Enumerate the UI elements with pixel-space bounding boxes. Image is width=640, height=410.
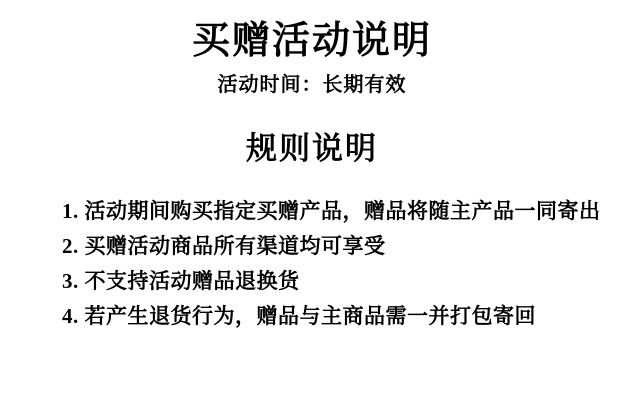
activity-period-text: 活动时间：长期有效 — [217, 74, 407, 96]
rule-item-3: 3. 不支持活动赠品退换货 — [62, 269, 300, 293]
rule-item-2: 2. 买赠活动商品所有渠道均可享受 — [62, 234, 386, 258]
rules-list — [0, 200, 640, 327]
rule-item-4: 4. 若产生退货行为，赠品与主商品需一并打包寄回 — [62, 304, 536, 328]
rule-item-1: 1. 活动期间购买指定买赠产品，赠品将随主产品一同寄出 — [62, 199, 601, 223]
page-title: 买赠活动说明 — [191, 20, 432, 62]
section-title: 规则说明 — [246, 131, 378, 166]
